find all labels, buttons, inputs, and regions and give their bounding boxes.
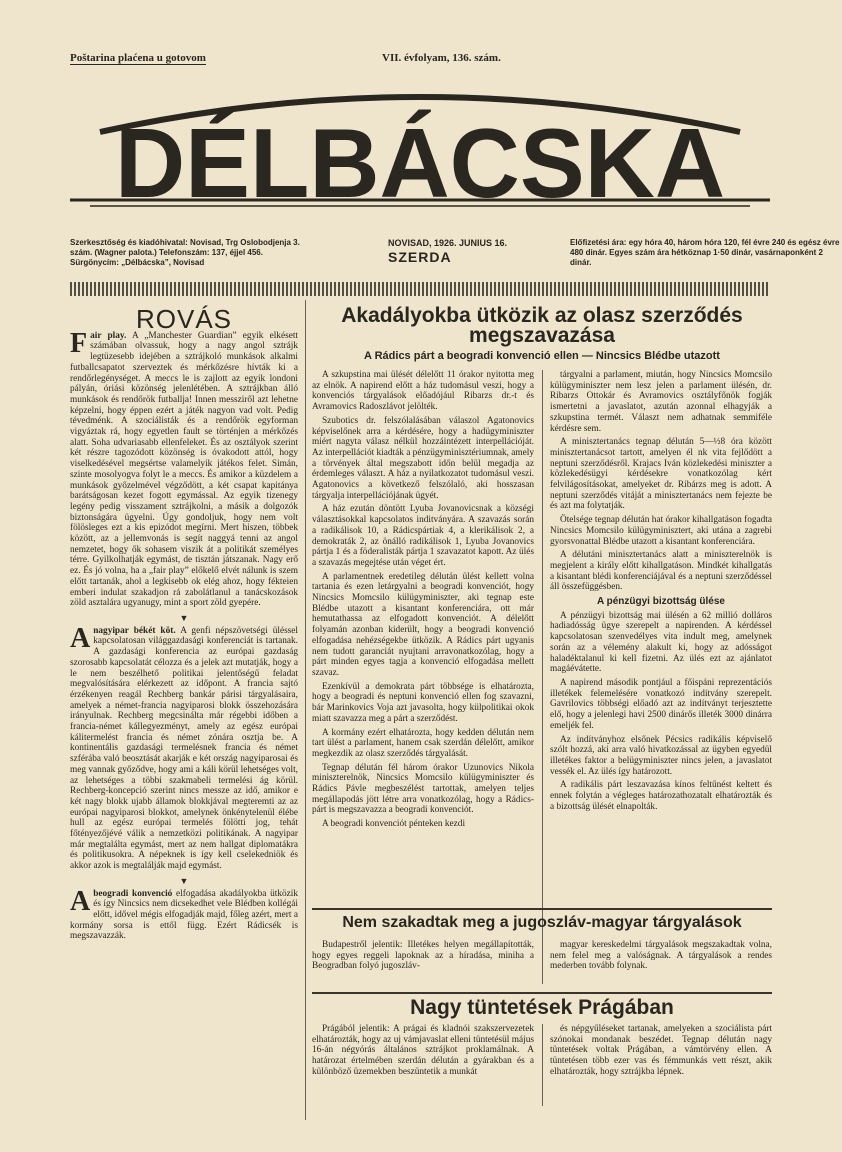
article-paragraph: A délutáni minisztertanács alatt a miniszterelnök is megjelent a király előtt kihallgatáson. Mindkét kihallgatás a kisantant blédi konferenciájával és a neptuni szerződéssel áll összefüggésben.	[550, 550, 772, 593]
column-rule	[305, 300, 306, 1120]
rovas-text-3: elfogadása akadályokba ütközik és így Nincsics nem dicsekedhet vele Blédben kollégái előtt, idővel mégis elfogadják majd, főleg azért, mert a kormány sorsa is ettől függ. Ezért Rádicsék is megszavazzák.	[70, 888, 299, 942]
article-paragraph: Ezenkívül a demokrata párt többsége is elhatározta, hogy a beogradi és neptuni konvenció ellen fog szavazni, bár Marinkovics Voja azt javasolta, hogy külpolitikai okok miatt szavazza meg a párt a szerződést.	[312, 681, 534, 724]
rovas-paragraph-2	[70, 622, 299, 872]
rovas-paragraph-1	[70, 327, 298, 609]
article-paragraph: magyar kereskedelmi tárgyalások megszakadtak volna, nem felel meg a valóságnak. A tárgyalások a rendes mederben tovább folynak.	[550, 940, 772, 972]
article1-inner-subtitle: A pénzügyi bizottság ülése	[597, 596, 725, 608]
article-paragraph: Prágából jelentik: A prágai és kladnói szakszervezetek elhatározták, hogy az uj vámjavaslat elleni tüntetésül május 16-án négyórás általános sztrájkot proklamálnak. A határozat értelmében szerdán délután a gyárakban és a különböző üzemekben beszüntetik a munkát	[312, 1024, 534, 1077]
inner-column-rule	[542, 940, 543, 984]
article-paragraph: tárgyalni a parlament, miután, hogy Nincsics Momcsilo külügyminiszter nem lesz jelen a parlament ülésén, dr. Ribarzs Ottokár és Avramovics osztályfőnök fogják ismertetni a javaslatot, azután azonnal elhagyják a szkupstina termét. Választ nem adhatnak semmiféle kérdésre sem.	[550, 370, 772, 434]
dropcap: F	[70, 327, 88, 359]
article-paragraph: A ház ezután döntött Lyuba Jovanovicsnak a községi választásokkal kapcsolatos inditványára. A szavazás során a radikálisok 10, a Rádicspártiak 4, a klerikálisok 2, a demokraták 2, az önálló radikálisok 1, Lyuba Jovanovics pártja 1 és a föderalisták pártja 1 szavazatot kapott. Az ülés a szavazás megejtése után véget ért.	[312, 504, 534, 568]
volume-number: VII. évfolyam, 136. szám.	[382, 52, 501, 64]
dropcap: A	[70, 622, 91, 654]
weekday: SZERDA	[388, 249, 452, 265]
rovas-lead-1: air play.	[90, 330, 127, 341]
article-paragraph: A radikális párt leszavazása kínos feltűnést keltett és ennek folytán a végleges határozathozatalt elhatározták és a bizottság ülését elnapolták.	[550, 780, 772, 812]
article2-headline: Nem szakadtak meg a jugoszláv-magyar tárgyalások	[342, 914, 742, 931]
article-paragraph: A kormány ezért elhatározta, hogy kedden délután nem tart ülést a parlament, hanem csak szerdán délelőtt, amikor megkezdik az olasz szerződés tárgyalását.	[312, 727, 534, 759]
ornament-divider	[70, 282, 770, 296]
masthead-text: DÉLBÁCSKA	[115, 108, 725, 218]
masthead	[60, 72, 780, 232]
article-paragraph: Tegnap délután fél három órakor Uzunovics Nikola miniszterelnök, Nincsics Momcsilo külügyminiszter és Rádics Pávle megbeszélést tartottak, amelyen teljes megállapodás jött létre arra vonatkozólag, hogy a Rádics-párt is megszavazza a beogradi konvenciót.	[312, 762, 534, 816]
masthead-info	[70, 238, 840, 280]
separator-triangle: ▼	[179, 875, 189, 886]
article1-body	[312, 370, 772, 950]
inner-column-rule	[542, 1024, 543, 1106]
rovas-column	[70, 300, 298, 1130]
rovas-lead-3: beogradi konvenció	[93, 888, 173, 899]
section-rule	[312, 908, 772, 910]
article1-col-a	[312, 370, 534, 950]
rovas-text-1: A „Manchester Guardian” egyik elkésett számában olvassuk, hogy a nagy angol sztrájk legtüzesebb idejében a sztrájkoló munkások alkalmi futballcsapatot szerveztek és mérkőzésre hívták ki a rendőrlegénységet. A meccs le is zajlott az egyik londoni pályán, óriási közönség jelenlétében. A sztrájkban álló munkások és rendőrök futballja! Innen messziről azt lehetne képzelni, hogy éppen ezért a játék nagyon vad volt. Pedig tévedménk. A szociálisták és a rendőrök egyforman vigyáztak rá, hogy egyetlen fault se történjen a mérkőzés alatt. Soha udvariasabb ellenfeleket. És az osztályok szerint két részre tagozódott közönség is óvakodott attól, hogy viselkedésével megsértse valamelyik játékos felet. Simán, szinte mosolyogva folyt le a meccs. És amikor a küzdelem a munkások győzelmével végződött, a két csapat kapitánya barátságosan kezet fogott egymással. Az egyik tizenegy legény pedig visszament sztrájkolni, a másik a dolgozók biztonságára ügyelni. Úgy gondoljuk, hogy nem volt fölösleges ezt a kis epizódot megírni. Mert hiszen, többek között, az a jellemvonás is segít naggyá tenni az angol nemzetet, hogy ők sohasem viszik át a politikát személyes térre. Gyilkolhatják egymást, de tisztán játszanak. Nagy erő ez. És jó volna, ha a „fair play” előkelő elvét nálunk is szem előtt tartanák, ahol a legkisebb ok elég ahoz, hogy fékteien emberi indulat szakadjon rá zabolátlanul a tanácskozások zöld asztalára ugyanugy, mint a sport zöld gyepére.	[70, 330, 298, 609]
top-line	[70, 52, 770, 68]
article-paragraph: A beogradi konvenciót pénteken kezdi	[322, 819, 466, 830]
article1-headline: Akadályokba ütközik az olasz szerződés megszavazása	[341, 304, 743, 347]
article-paragraph: A parlamentnek eredetileg délután ülést kellett volna tartania és ezen letárgyalni a beogradi konvenciót, hogy Nincsics Momcsilo külügyminiszter, aki tegnap este Blédbe utazott a kisantant konferenciára, ott már hemutathassa az elfogadott konvenciót. A délelőtt folyamán azonban kiderült, hogy a beogradi konvenció elfogadása nehézségekbe ütközik. A Rádics párt ugyanis nem tudott garanciát nyujtani arravonatkozólag, hogy a párt minden egyes tagja a konvenció elfogadása mellett szavaz.	[312, 571, 534, 678]
article-paragraph: Ötelsége tegnap délután hat órakor kihallgatáson fogadta Nincsics Momcsilo külügyminisztert, aki utána a zagrebi gyorsvonattal Blédbe utazott a kisantant konferenciára.	[550, 515, 772, 547]
article2-body	[312, 940, 772, 988]
rovas-lead-2: nagyipar békét köt.	[93, 625, 176, 636]
article-paragraph: Az indítványhoz elsőnek Pécsics radikális képviselő szólt hozzá, aki arra való hivatkozással az ügyben egyedül illetékes faktor a belügyminiszter nincs jelen, a javaslatot vessék el. Az ülés így határozott.	[550, 734, 772, 777]
rovas-title: ROVÁS	[135, 304, 233, 334]
issue-date-block	[388, 238, 538, 265]
article2-col-a	[312, 940, 534, 988]
article-paragraph: A minisztertanács tegnap délután 5—½8 óra között minisztertanácsot tartott, amelyen él nk vita fejlődött a neptuni szerződésről. Krajacs Iván közlekedési miniszter a közlekedésügyi kérdésekre vonatkozólag kért felvilágosításokat, amelyeket dr. Ribárzs meg is adott. A neptuni szerződés vitáját a minisztertanács nem fejezte be és azt ma folytatják.	[550, 437, 772, 512]
article3-col-a	[312, 1024, 534, 1110]
article3-headline: Nagy tüntetések Prágában	[410, 996, 674, 1019]
article-paragraph: Budapestről jelentik: Illetékes helyen megállapították, hogy egyes reggeli lapoknak az a híradása, miniha a Beogradban folyó jugoszláv-	[312, 940, 534, 972]
subscription-info: Előfizetési ára: egy hóra 40, három hóra 120, fél évre 240 és egész évre 480 dinár. Egyes szám ára hétköznap 1·50 dinár, vasárnaponként 2 dinár.	[570, 238, 840, 267]
editorial-office: Szerkesztőség és kiadóhivatal: Novisad, Trg Oslobodjenja 3. szám. (Wagner palota.) Telefonszám: 137, éjjel 456. Sürgönycím: „Délbácska”, Novisad	[70, 238, 300, 267]
rovas-text-2: A genfi népszövetségi üléssel kapcsolatosan világgazdasági konferenciát is tartanak. A gazdasági konferencia az európai gazdaság szorosabb kapcsolatát célozza és a jelek azt mutatják, hogy a le nem beszélhető politikai jelentőségű feladat megvalósítására elérkezett az időpont. A francia sajtó érzékenyen reagál Rechberg bankár párisi tárgyalásaira, amelyek a német-francia nagyiparosi blokk összehozására irányulnak. Rechberg megcsinálta már régebbi időben a francia-német kállegyezményt, amely az egész európai kálitermelést francia és német zónára osztja be. A kontinentális gazdasági termelésnek francia és német szférába való beosztását akarják e két ország nagyiparosai és meg vannak győződve, hogy ami a káli körül lehetséges volt, az lehetséges a többi szakmabeli termelési ág körül. Rechberg-koncepció szerint nincs messze az idő, amikor e két nagy blokk ujabb államok blokkjával megteremti az az európai nagyiparosi blokkot, amelynek önkénytelenül élébe hull az egész európai termelés fölötti jog, tehát főtényezőjévé válik a nemzetközi politikának. A nagyipar már megtalálta egymást, mert az nem hallgat diplomatákra és politikusokra. A népeknek is így kell cselekedniök és akkor azok is megtalálják majd egymást.	[70, 625, 299, 872]
inner-column-rule	[542, 370, 543, 945]
article2-col-b	[550, 940, 772, 988]
article-paragraph: A pénzügyi bizottság mai ülésén a 62 millió dolláros hadiadósság ügye szerepelt a napirenden. A kérdéssel kapcsolatosan szenvedélyes vita indult meg, amelynek során az a vélemény alakult ki, hogy az adósságot haladéktalanul ki kell fizetni. Az ülés ezt az ajánlatot magáévátette.	[550, 610, 772, 675]
article-paragraph: Szubotics dr. felszólalásában válaszol Agatonovics képviselőnek arra a kérdésére, hogy a hadügyminiszter miért nagyta válasz nélkül hozzáintézett interpellációját. Az interpellációt kiadták a pénzügyminisztériumnak, amely a törvények által megszabott időn belül megadja az érdemleges választ. A ház a nyilatkozatot tudomásul veszi. Agatonovics a következő felszólaló, aki hosszasan tárgyalja interpellációjának ügyét.	[312, 415, 535, 501]
postal-note: Poštarina plaćena u gotovom	[70, 52, 206, 64]
article1-subhead: A Rádics párt a beogradi konvenció ellen — Nincsics Blédbe utazott	[364, 350, 720, 362]
article3-col-b	[550, 1024, 772, 1110]
main-news-area	[312, 300, 772, 1130]
article1-col-b	[550, 370, 772, 950]
section-rule	[312, 992, 772, 994]
article-paragraph: A szkupstina mai ülését délelőtt 11 órakor nyitotta meg az elnök. A napirend előtt a ház tudomásul veszi, hogy a konvenciós tárgyalások előadójául Ribarzs dr.-t és Avramovics Radoszlávot jelölték.	[312, 370, 534, 413]
article-paragraph: és népgyűléseket tartanak, amelyeken a szociálista párt szónokai mondanak beszédet. Tegnap délután nagy tüntetések voltak Prágában, a vámtörvény ellen. A tüntetésen több ezer vas és fémmunkás vett részt, akik elhatározták, hogy sztrájkba lépnek.	[550, 1024, 772, 1077]
separator-triangle: ▼	[179, 612, 189, 623]
rovas-paragraph-3	[70, 885, 299, 943]
place-date: NOVISAD, 1926. JUNIUS 16.	[388, 238, 508, 248]
article3-body	[312, 1024, 772, 1110]
article-paragraph: A napirend második pontjául a főispáni reprezentációs illetékek felemelésére vonatkozó indítvány szerepelt. Gavrilovics többségi előadó azt az indítványt terjesztette elő, hogy a jelenlegi havi 2500 dinárős illeték 3000 dinárra emeljék fel.	[550, 677, 772, 731]
dropcap: A	[70, 885, 91, 917]
masthead-title	[60, 72, 780, 232]
